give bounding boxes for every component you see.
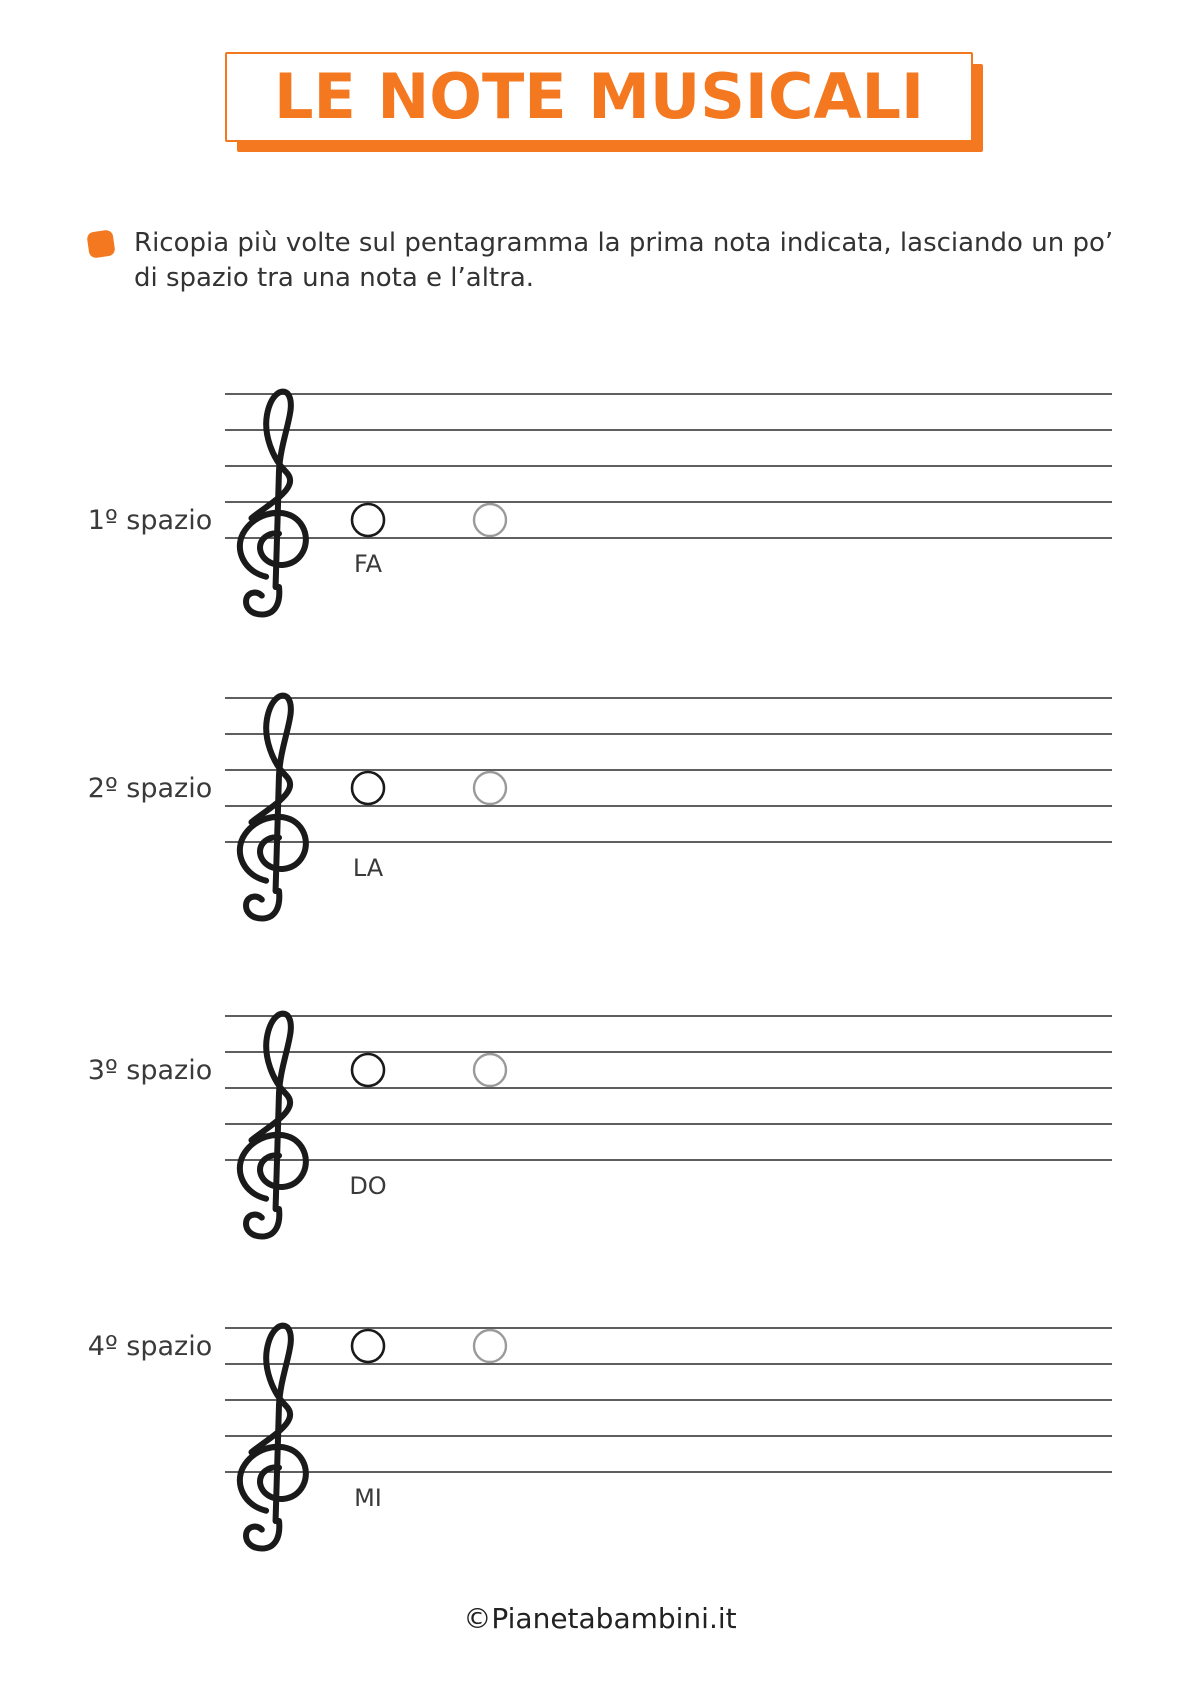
- note-head-trace: [474, 1054, 506, 1086]
- staff-2: [88, 696, 1112, 919]
- space-label: 3º spazio: [87, 1055, 213, 1086]
- note-name: DO: [349, 1172, 387, 1200]
- page-title: LE NOTE MUSICALI: [273, 60, 925, 133]
- treble-clef-icon: [240, 1326, 306, 1549]
- note-head: [352, 1330, 384, 1362]
- footer-credit: ©Pianetabambini.it: [463, 1602, 737, 1635]
- staff-3: [88, 1014, 1112, 1237]
- note-head-trace: [474, 1330, 506, 1362]
- instruction-text: Ricopia più volte sul pentagramma la prima nota indicata, lasciando un po’ di spazio tra una nota e l’altra.: [134, 228, 1114, 293]
- space-label: 4º spazio: [87, 1331, 213, 1362]
- note-name: LA: [352, 854, 384, 882]
- note-name: MI: [354, 1484, 382, 1512]
- space-label: 2º spazio: [87, 773, 213, 804]
- staff-4: [88, 1326, 1112, 1549]
- space-label: 1º spazio: [87, 505, 213, 536]
- treble-clef-icon: [240, 696, 306, 919]
- note-name: FA: [353, 550, 383, 578]
- treble-clef-icon: [240, 1014, 306, 1237]
- staff-1: [88, 392, 1112, 615]
- note-head: [352, 504, 384, 536]
- note-head: [352, 772, 384, 804]
- note-head: [352, 1054, 384, 1086]
- note-head-trace: [474, 772, 506, 804]
- note-head-trace: [474, 504, 506, 536]
- treble-clef-icon: [240, 392, 306, 615]
